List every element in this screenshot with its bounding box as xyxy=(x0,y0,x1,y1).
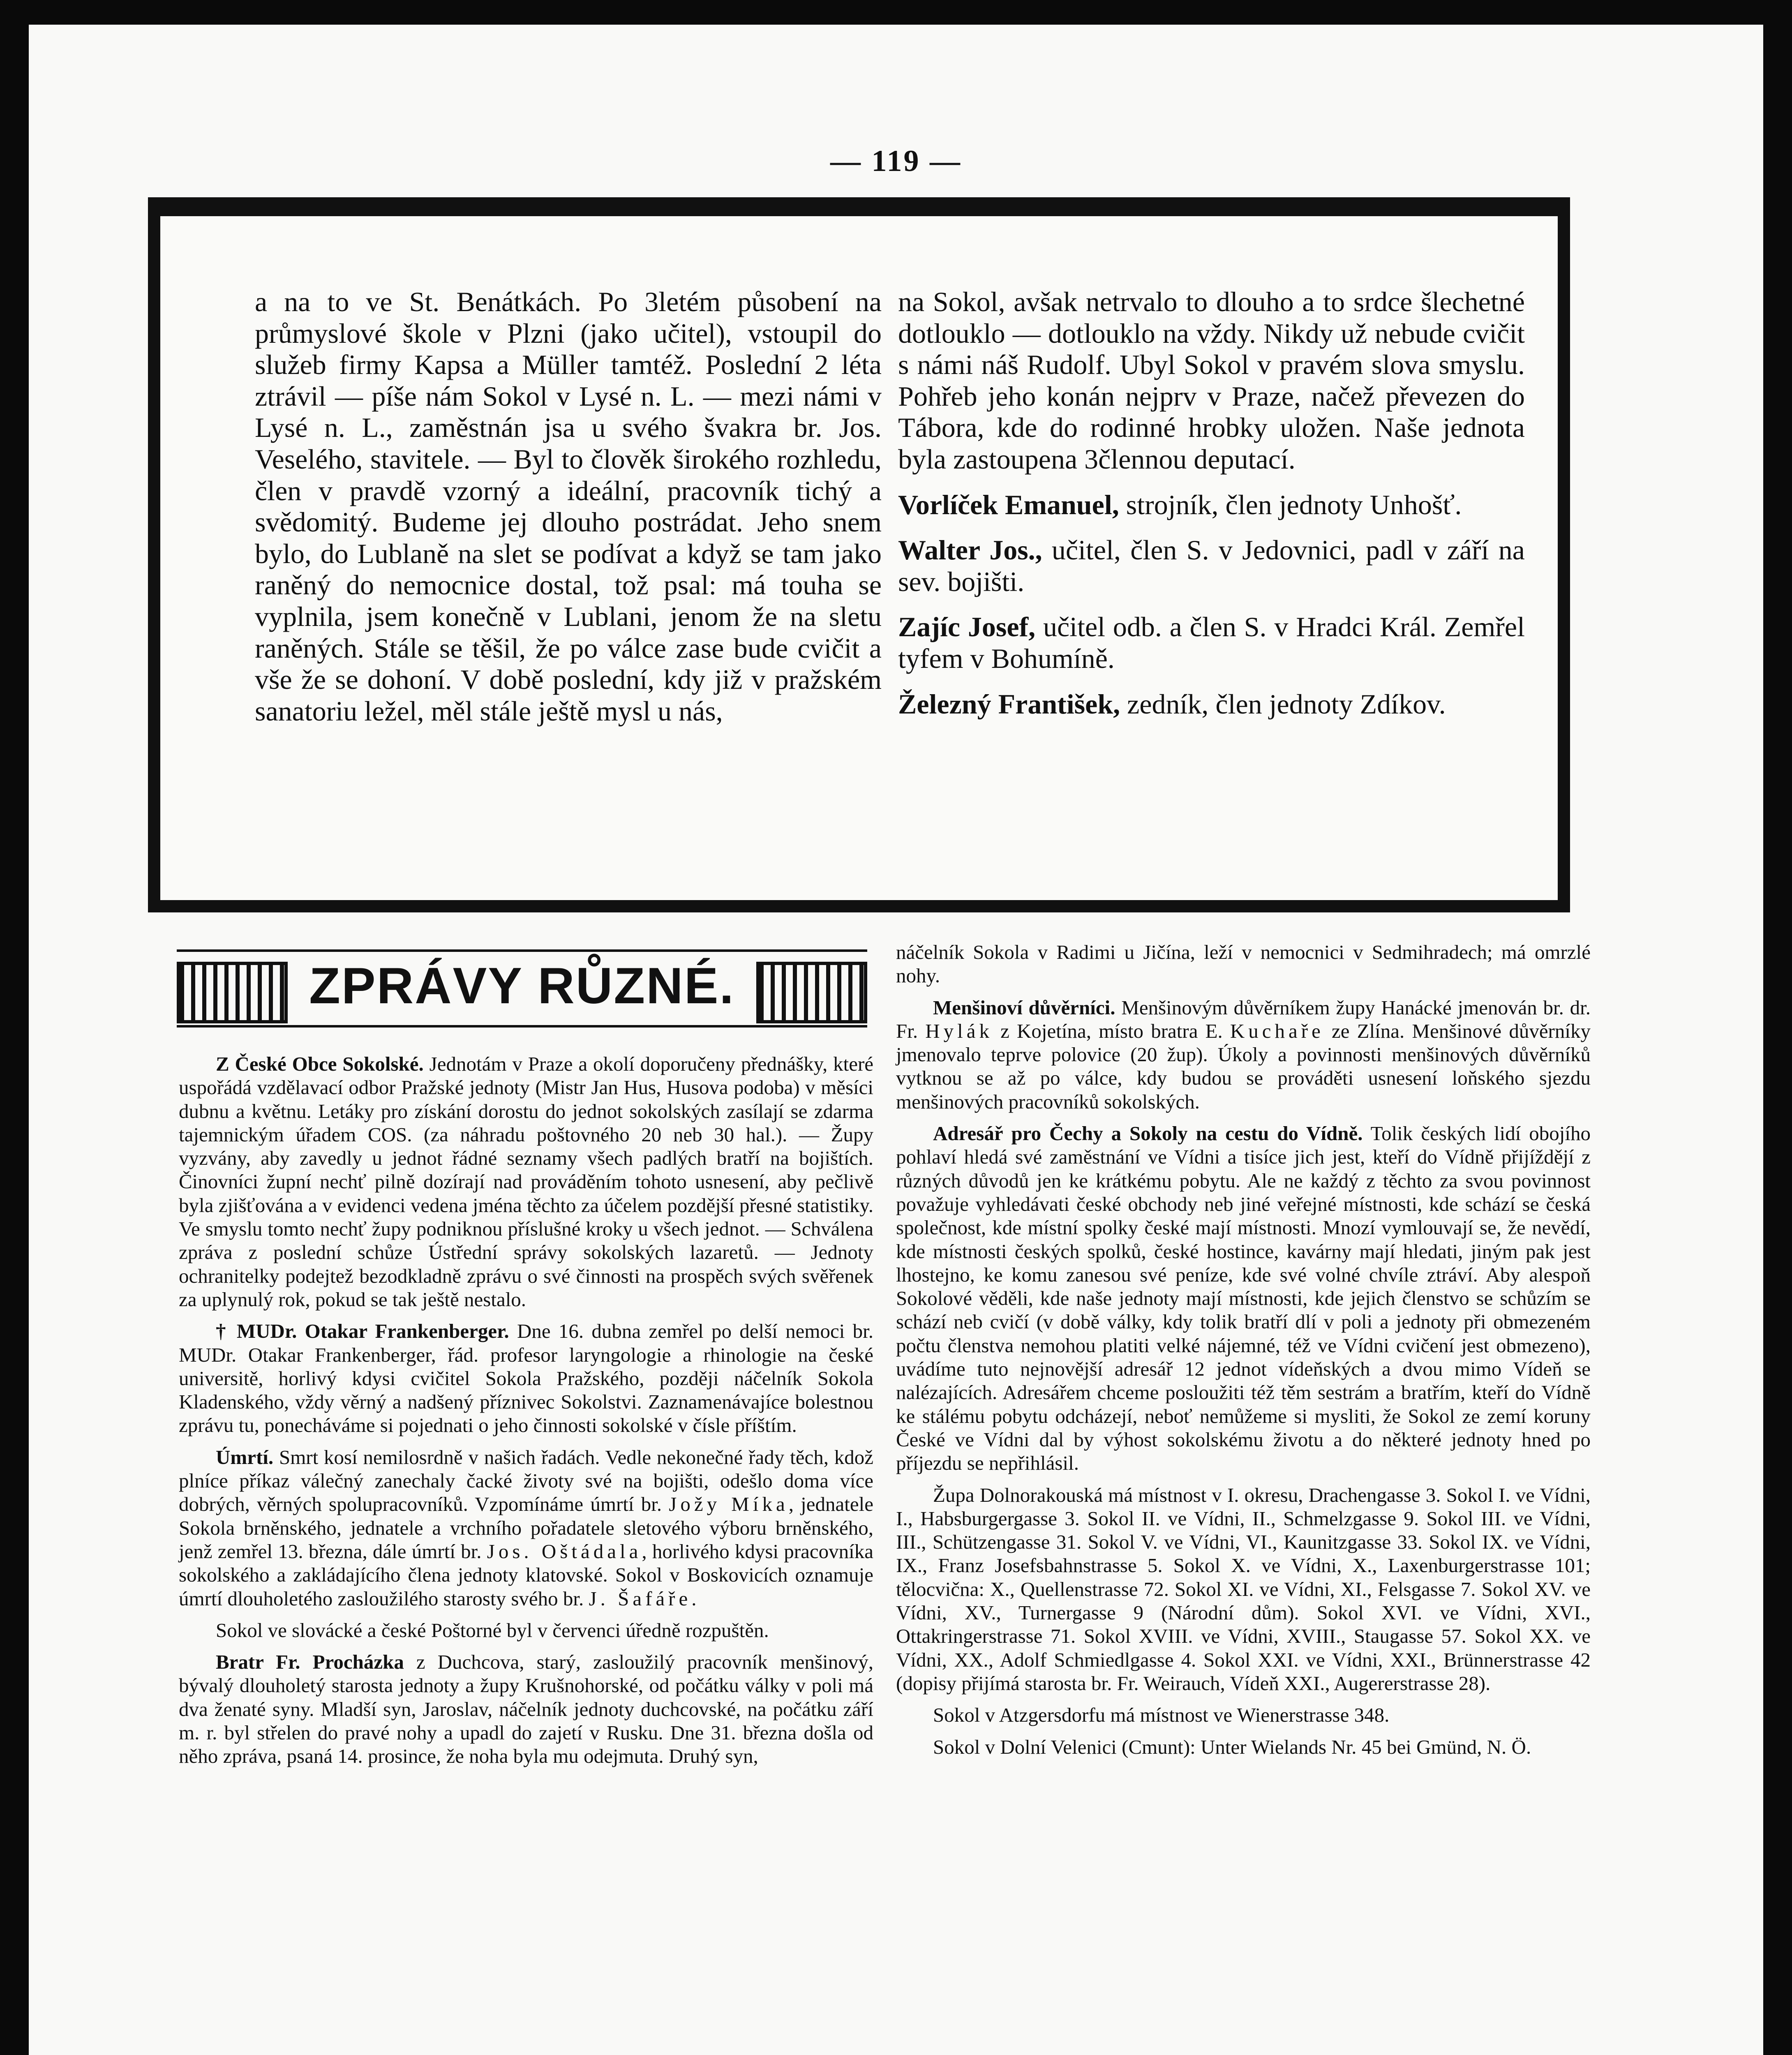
page xyxy=(29,25,1763,2055)
obituary-entry xyxy=(898,489,1525,521)
news-text: Dne 16. dubna zemřel po delší nemoci br. MUDr. Otakar Frankenberger, řád. profesor laryngologie a rhinologie na české universitě, horlivý kdysi cvičitel Sokola Pražského, později náčelník Sokola Kladenského, vždy věrný a nadšený příznivec Sokolstvi. Zaznamenávajíce bolestnou zprávu tu, ponecháváme si pojednati o jeho činnosti sokolské v čísle příštím. xyxy=(179,1320,874,1437)
news-text: z Kojetína, místo bratra E. xyxy=(993,1019,1230,1042)
news-text: ze Zlína. Menšinové důvěrníky jmenovalo teprve polovice (20 žup). Úkoly a povinnosti menšinových důvěrníků vytknou se až po válce, kdy budou se prováděti usnesení loňského sjezdu menšinových pracovníků sokolských. xyxy=(896,1019,1591,1113)
obituary-right-column xyxy=(898,286,1525,720)
news-lead: Bratr Fr. Procházka xyxy=(216,1651,404,1674)
deceased-details: zedník, člen jednoty Zdíkov. xyxy=(1120,688,1446,720)
news-item-vienna-addresses: Župa Dolnorakouská má místnost v I. okresu, Drachengasse 3. Sokol I. ve Vídni, I., Habsburgergasse 3. Sokol II. ve Vídni, II., Schmelzgasse 9. Sokol III. ve Vídni, III., Schützengasse 31. Sokol V. ve Vídni, VI., Kaunitzgasse 33. Sokol IX. ve Vídni, IX., Franz Josefsbahnstrasse 5. Sokol X. ve Vídni, X., Laxenburgerstrasse 101; tělocvična: X., Quellenstrasse 72. Sokol XI. ve Vídni, XI., Felsgasse 7. Sokol XV. ve Vídni, XV., Turnergasse 9 (Národní dům). Sokol XVI. ve Vídni, XVI., Ottakringerstrasse 71. Sokol XVIII. ve Vídni, XVIII., Staugasse 57. Sokol XX. ve Vídni, XX., Adolf Schmiedlgasse 4. Sokol XXI. ve Vídni, XXI., Brünnerstrasse 42 (dopisy přijímá starosta br. Fr. Weirauch, Vídeň XXI., Augererstrasse 28). xyxy=(896,1483,1591,1695)
scan-border-top xyxy=(0,0,1792,25)
news-item-atzgersdorf: Sokol v Atzgersdorfu má místnost ve Wienerstrasse 348. xyxy=(933,1704,1390,1727)
news-text: . xyxy=(691,1587,697,1610)
news-item-prochazka xyxy=(179,1650,873,1768)
deceased-name: Walter Jos., xyxy=(898,534,1042,566)
obituary-paragraph: a na to ve St. Benátkách. Po 3letém působení na průmyslové škole v Plzni (jako učitel), vstoupil do služeb firmy Kapsa a Müller tamtéž. Poslední 2 léta ztrávil — píše nám Sokol v Lysé n. L. — mezi námi v Lysé n. L., zaměstnán jsa u svého švakra br. Jos. Veselého, stavitele. — Byl to člověk širokého rozhledu, člen v pravdě vzorný a ideální, pracovník tichý a svědomitý. Budeme jej dlouho postrádat. Jeho snem bylo, do Lublaně na slet se podívat a když se tam jako raněný do nemocnice dostal, tož psal: má touha se vyplnila, jsem konečně v Lublani, jenom že na sletu raněných. Stále se těšil, že po válce zase bude cvičit a vše že se dohoní. V době poslední, kdy již v pražském sanatoriu ležel, měl stále ještě mysl u nás, xyxy=(255,286,882,727)
heading-ornament-left xyxy=(177,962,288,1023)
section-heading xyxy=(177,949,867,1028)
spaced-name: Kuchaře xyxy=(1230,1019,1324,1042)
spaced-name: J. Šafáře xyxy=(589,1587,692,1610)
heading-ornament-right xyxy=(756,962,867,1023)
news-lead: Menšinoví důvěrníci. xyxy=(933,996,1115,1019)
deceased-name: Vorlíček Emanuel, xyxy=(898,489,1119,520)
deceased-details: učitel, člen S. v Jedovnici, padl v září na sev. bojišti. xyxy=(898,534,1525,597)
news-item-postorna: Sokol ve slovácké a české Poštorné byl v červenci úředně rozpuštěn. xyxy=(216,1619,769,1642)
heading-rule-top xyxy=(177,949,867,952)
deceased-name: Železný František, xyxy=(898,688,1120,720)
deceased-details: učitel odb. a člen S. v Hradci Král. Zemřel tyfem v Bohumíně. xyxy=(898,611,1525,674)
obituary-box xyxy=(148,197,1570,912)
news-text: , horlivého kdysi pracovníka sokolského a zakládajícího člena jednoty klatovské. Sokol v Boskovicích oznamuje úmrtí dlouholetého zasloužilého starosty svého br. xyxy=(179,1540,873,1610)
news-column-right xyxy=(896,940,1591,1759)
scan-border-right xyxy=(1763,0,1792,2055)
scan-border-left xyxy=(0,0,29,2055)
obituary-entry xyxy=(898,611,1525,674)
news-lead: Z České Obce Sokolské. xyxy=(216,1053,424,1075)
news-text: Tolik českých lidí obojího pohlaví hledá své zaměstnání ve Vídni a tisíce jich jest, kteří do Vídně přijíždějí z různých důvodů jen ke krátkému pobytu. Ale ne každý z těchto za svou povinnost považuje vyhledávati české obchody neb jiné veřejné místnosti, kde schází se česká společnost, kde místní spolky české mají místnosti. Mnozí vymlouvají se, že nevědí, kde místnosti českých spolků, české hostince, kavárny mají hledati, jiným pak jest lhostejno, ke komu zanesou své peníze, kde své volné chvíle ztráví. Aby alespoň Sokolové věděli, kde naše jednoty mají místnosti, kde jejich členstvo se schůzím se schází neb cvičí (v době války, kdy tolik bratří dlí v poli a jednoty při obmezeném počtu členstva nemohou platiti velké nájemné, též ve Vídni cvičení jest obmezeno), uvádíme tuto nejnovější adresář 12 jednot vídeňských a dvou mimo Vídeň se nalézajících. Adresářem chceme posloužiti též těm sestrám a bratřím, kteří do Vídně ke stálému pobytu odcházejí, neboť nemůžeme si mysliti, že Sokol ze zemí koruny České ve Vídni dal by výhost sokolskému životu a do některé jednoty hned po příjezdu se nepřihlásil. xyxy=(896,1122,1591,1475)
spaced-name: Hylák xyxy=(925,1019,993,1042)
news-item-umrti xyxy=(179,1445,873,1610)
news-column-left xyxy=(179,1052,873,1768)
deceased-details: strojník, člen jednoty Unhošť. xyxy=(1119,489,1462,520)
obituary-paragraph-continued: na Sokol, avšak netrvalo to dlouho a to srdce šlechetné dotlouklo — dotlouklo na vždy. Nikdy už nebude cvičit s námi náš Rudolf. Ubyl Sokol v pravém slova smyslu. Pohřeb jeho konán nejprv v Praze, načež převezen do Tábora, kde do rodinné hrobky uložen. Naše jednota byla zastoupena 3člennou deputací. xyxy=(898,286,1525,475)
news-text: Smrt kosí nemilosrdně v našich řadách. Vedle nekonečné řady těch, kdož plníce příkaz válečný zanechaly čacké životy své na bojišti, odešlo doma více dobrých, věrných spolupracovníků. Vzpomínáme úmrtí br. xyxy=(179,1445,873,1516)
news-text: Jednotám v Praze a okolí doporučeny přednášky, které uspořádá vzdělavací odbor Pražské jednoty (Mistr Jan Hus, Husova podoba) v měsíci dubnu a květnu. Letáky pro získání dorostu do jednot sokolských zasílají se zdarma tajemnickým úřadem COS. (za náhradu poštovného 20 neb 30 hal.). — Župy vyzvány, aby zavedly u jednot řádné seznamy všech padlých bratří na bojištích. Činovníci župní nechť pilně dozírají nad prováděním tohoto usnesení, aby pečlivě byla zjišťována a v evidenci vedena jména těchto za účelem pozdější přesné statistiky. Ve smyslu tomto nechť župy podniknou příslušné kroky u všech jednot. — Schválena zpráva z poslední schůze Ústřední správy sokolských lazaretů. — Jednoty ochranitelky podejtež bezodkladně zprávu o své činnosti na prospěch svých svěřenek za uplynulý rok, pokud se tak ještě nestalo. xyxy=(179,1053,874,1311)
obituary-left-column xyxy=(255,286,882,727)
news-lead: † MUDr. Otakar Frankenberger. xyxy=(216,1320,509,1343)
heading-rule-bottom xyxy=(177,1025,867,1028)
news-text: Menšinovým důvěrníkem župy Hanácké jmenován br. dr. Fr. xyxy=(896,996,1591,1042)
page-number: — 119 — xyxy=(830,144,962,178)
obituary-entry xyxy=(898,688,1525,720)
spaced-name: Jožy Míka xyxy=(669,1493,789,1516)
news-item-adresar xyxy=(896,1122,1591,1475)
deceased-name: Zajíc Josef, xyxy=(898,611,1036,643)
news-lead: Adresář pro Čechy a Sokoly na cestu do Vídně. xyxy=(933,1122,1363,1145)
news-lead: Úmrtí. xyxy=(216,1445,274,1469)
news-item-continued: náčelník Sokola v Radimi u Jičína, leží v nemocnici v Sedmihradech; má omrzlé nohy. xyxy=(896,941,1591,987)
obituary-entry xyxy=(898,534,1525,597)
spaced-name: Jos. Oštádala xyxy=(487,1540,642,1563)
news-text: , jednatele Sokola brněnského, jednatele a vrchního pořadatele sletového výboru brněnského, jenž zemřel 13. března, dále úmrtí br. xyxy=(179,1493,873,1563)
news-item-velenice: Sokol v Dolní Velenici (Cmunt): Unter Wielands Nr. 45 bei Gmünd, N. Ö. xyxy=(933,1735,1531,1758)
news-item-duvernici xyxy=(896,996,1591,1113)
section-title: ZPRÁVY RŮZNÉ. xyxy=(309,958,735,1014)
news-text: z Duchcova, starý, zasloužilý pracovník menšinový, bývalý dlouholetý starosta jednoty a župy Krušnohorské, od počátku války v poli má dva ženaté syny. Mladší syn, Jaroslav, náčelník jednoty duchcovské, na počátku září m. r. byl střelen do pravé nohy a upadl do zajetí v Rusku. Dne 31. března došla od něho zpráva, psaná 14. prosince, že noha byla mu odejmuta. Druhý syn, xyxy=(179,1651,873,1768)
news-item-cos xyxy=(179,1052,873,1311)
news-item-frankenberger xyxy=(179,1319,873,1437)
